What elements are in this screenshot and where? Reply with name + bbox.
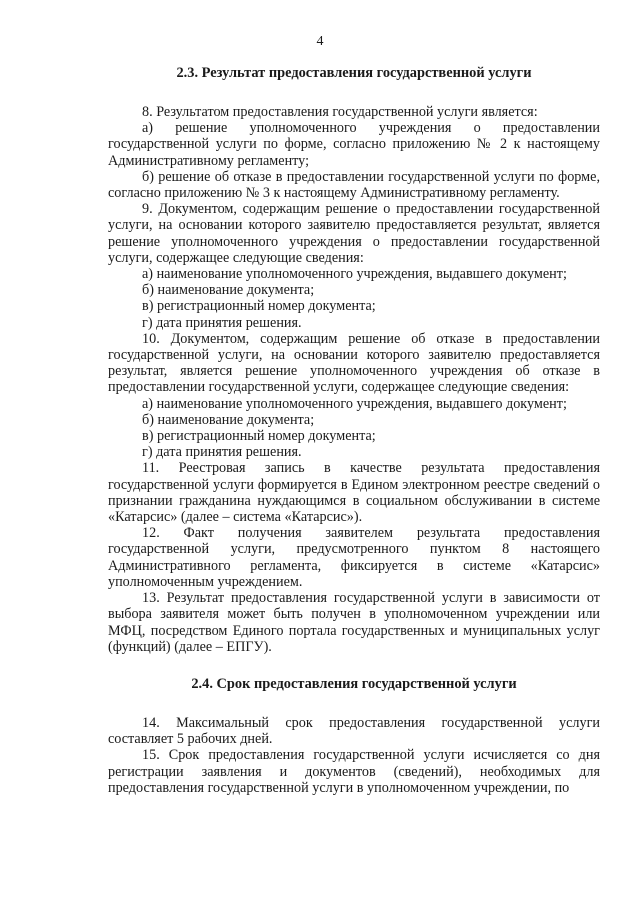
- paragraph: 15. Срок предоставления государственной услуги исчисляется со дня регистрации заявления и документов (сведений), необходимых для предоставления государственной услуги в уполномоченном учреждении, по: [108, 747, 600, 796]
- paragraph: а) наименование уполномоченного учреждения, выдавшего документ;: [142, 395, 567, 412]
- paragraph: а) решение уполномоченного учреждения о предоставлении государственной услуги по форме, согласно приложению № 2 к настоящему Административному регламенту;: [108, 120, 600, 169]
- paragraph: г) дата принятия решения.: [142, 444, 302, 461]
- page-content: [108, 64, 600, 796]
- section-heading-2-4: 2.4. Срок предоставления государственной услуги: [191, 675, 517, 692]
- paragraph: б) наименование документа;: [142, 411, 315, 428]
- page-number: 4: [316, 34, 324, 49]
- paragraph: а) наименование уполномоченного учреждения, выдавшего документ;: [142, 266, 567, 283]
- paragraph: б) решение об отказе в предоставлении государственной услуги по форме, согласно приложению № 3 к настоящему Административному регламенту.: [108, 168, 600, 202]
- paragraph: 8. Результатом предоставления государственной услуги является:: [142, 104, 538, 120]
- paragraph: б) наименование документа;: [142, 282, 315, 299]
- paragraph: 12. Факт получения заявителем результата предоставления государственной услуги, предусмотренного пунктом 8 настоящего Административного регламента, фиксируется в системе «Катарсис» уполномоченным учреждением.: [108, 525, 600, 590]
- paragraph: г) дата принятия решения.: [142, 314, 302, 331]
- section-2-3-body: [108, 104, 600, 655]
- paragraph: в) регистрационный номер документа;: [142, 298, 376, 315]
- paragraph: 10. Документом, содержащим решение об отказе в предоставлении государственной услуги, на основании которого заявителю предоставляется результат, является решение уполномоченного учреждения об отказе в предоставлении государственной услуги, содержащее следующие сведения:: [108, 330, 600, 396]
- paragraph: в) регистрационный номер документа;: [142, 428, 376, 445]
- section-2-4-body: [108, 715, 600, 796]
- paragraph: 13. Результат предоставления государственной услуги в зависимости от выбора заявителя может быть получен в уполномоченном учреждении или МФЦ, посредством Единого портала государственных и муниципальных услуг (функций) (далее – ЕПГУ).: [108, 590, 600, 655]
- paragraph: 11. Реестровая запись в качестве результата предоставления государственной услуги формируется в Едином электронном реестре сведений о признании гражданина нуждающимся в социальном обслуживании в системе «Катарсис» (далее – система «Катарсис»).: [108, 460, 600, 526]
- paragraph: 9. Документом, содержащим решение о предоставлении государственной услуги, на основании которого заявителю предоставляется результат, является решение уполномоченного учреждения о предоставлении государственной услуги, содержащее следующие сведения:: [108, 201, 600, 266]
- section-heading-2-3: 2.3. Результат предоставления государственной услуги: [176, 65, 532, 81]
- paragraph: 14. Максимальный срок предоставления государственной услуги составляет 5 рабочих дней.: [108, 714, 600, 748]
